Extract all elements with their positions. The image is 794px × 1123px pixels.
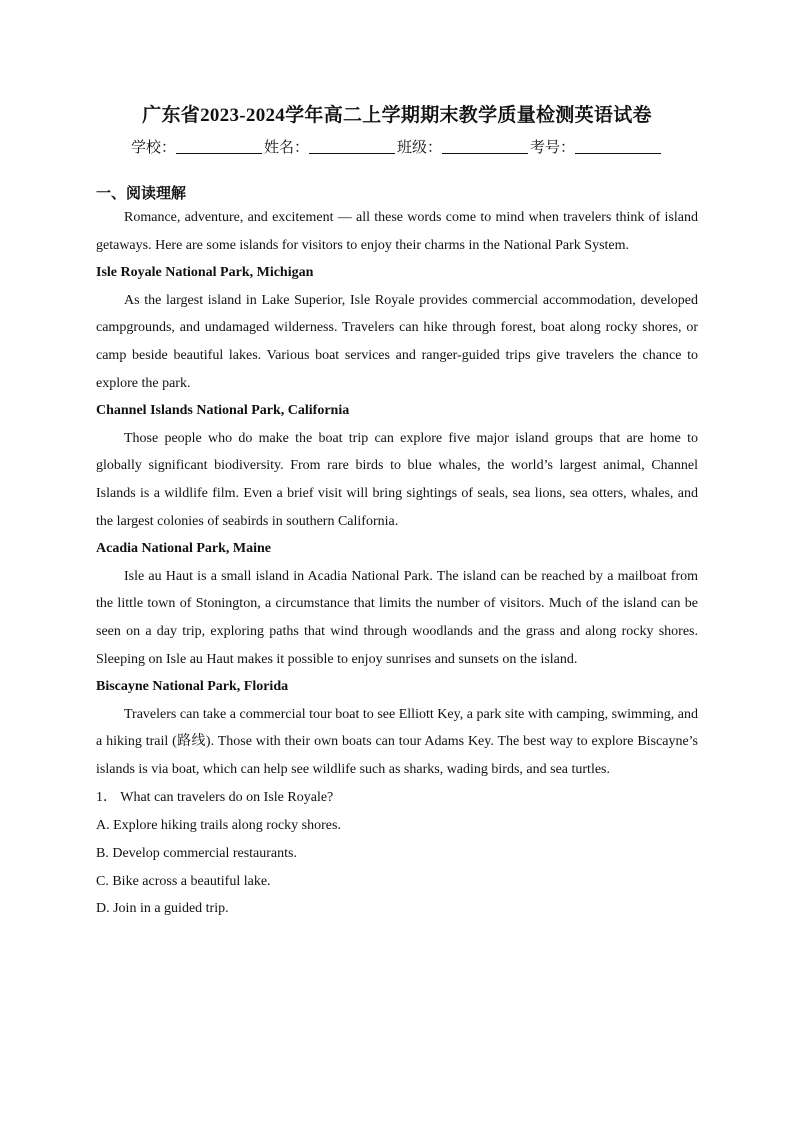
park-heading-acadia: Acadia National Park, Maine [96,541,271,557]
class-label: 班级： [397,140,443,156]
section-heading: 一、阅读理解 [96,186,187,202]
name-label: 姓名： [263,140,309,156]
option-b[interactable]: B. Develop commercial restaurants. [96,846,297,862]
passage-intro: Romance, adventure, and excitement — all these words come to mind when travelers think of island getaways. Here are some islands for visitors to enjoy their charms in the National Park System. [96,210,698,253]
exam-title: 广东省2023-2024学年高二上学期期末教学质量检测英语试卷 [142,105,652,126]
school-blank[interactable] [176,139,262,154]
option-a[interactable]: A. Explore hiking trails along rocky shores. [96,818,341,834]
park-heading-biscayne: Biscayne National Park, Florida [96,679,289,695]
option-c[interactable]: C. Bike across a beautiful lake. [96,873,271,889]
class-blank[interactable] [442,139,528,154]
park-text-channel-islands: Those people who do make the boat trip can explore five major island groups that are home to globally significant biodiversity. From rare birds to blue whales, the world’s largest animal, Channel Islands is a wildlife film. Even a brief visit will bring sightings of seals, sea lions, sea otters, whales, and the largest colonies of seabirds in southern California. [96,430,698,529]
park-text-acadia: Isle au Haut is a small island in Acadia National Park. The island can be reached by a mailboat from the little town of Stonington, a circumstance that limits the number of visitors. Much of the island can be seen on a day trip, exploring paths that wind through woodlands and the grass and along rocky shores. Sleeping on Isle au Haut makes it possible to enjoy sunrises and sunsets on the island. [96,568,698,667]
name-blank[interactable] [309,139,395,154]
park-text-isle-royale: As the largest island in Lake Superior, Isle Royale provides commercial accommodation, developed campgrounds, and undamaged wilderness. Travelers can hike through forest, boat along rocky shores, or camp beside beautiful lakes. Various boat services and ranger-guided trips give travelers the chance to explore the park. [96,292,698,391]
exam-number-blank[interactable] [575,139,661,154]
park-heading-channel-islands: Channel Islands National Park, California [96,403,350,419]
reading-passage [96,204,698,923]
question-stem: 1． What can travelers do on Isle Royale? [96,790,334,806]
school-label: 学校： [130,140,176,156]
park-heading-isle-royale: Isle Royale National Park, Michigan [96,265,314,281]
exam-number-label: 考号： [530,140,576,156]
student-info-line [96,136,698,157]
park-text-biscayne: Travelers can take a commercial tour boat to see Elliott Key, a park site with camping, swimming, and a hiking trail (路线). Those with their own boats can tour Adams Key. The best way to explore Biscayne’s islands is via boat, which can help see wildlife such as sharks, wading birds, and sea turtles. [96,706,698,777]
option-d[interactable]: D. Join in a guided trip. [96,901,229,917]
